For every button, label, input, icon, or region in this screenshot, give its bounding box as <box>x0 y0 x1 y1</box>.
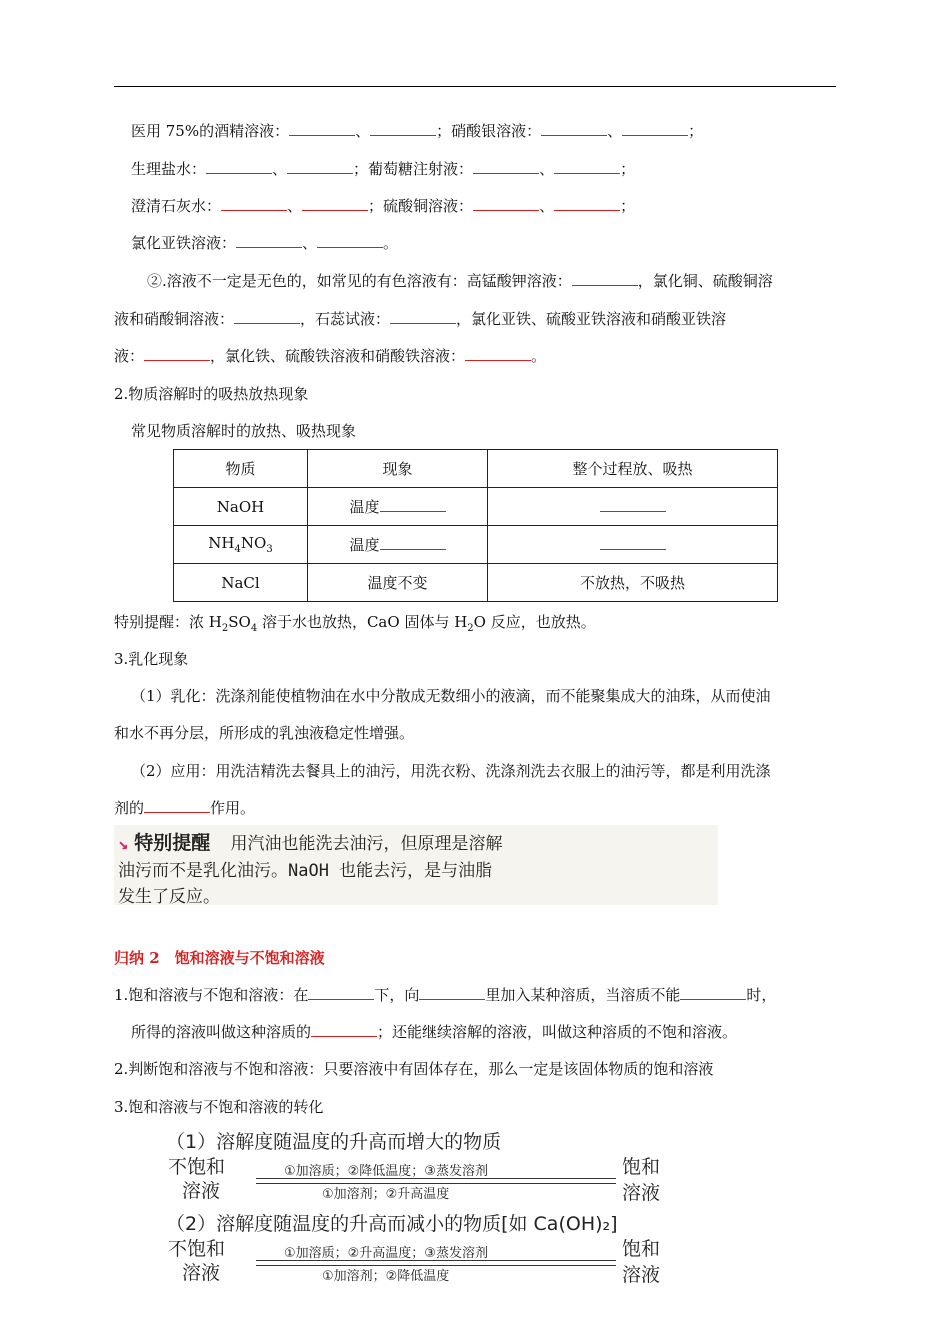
diagram-title-1: （1）溶解度随温度的升高而增大的物质 <box>166 1131 502 1153</box>
table-cell-heat <box>488 526 778 564</box>
saturated-label: 饱和 <box>622 1238 661 1260</box>
note-head: 特别提醒 <box>134 832 211 854</box>
fill-line-alcohol: 医用 75%的酒精溶液： 、 ；硝酸银溶液： 、 ； <box>131 122 704 140</box>
table-cell-phenomenon: 温度 <box>308 488 488 526</box>
section3-title: 3.乳化现象 <box>114 650 189 668</box>
saturated-label-2: 溶液 <box>622 1264 661 1286</box>
special-reminder-box <box>114 825 718 905</box>
emulsification-para-line1: （1）乳化：洗涤剂能使植物油在水中分散成无数细小的液滴，而不能聚集成大的油珠，从而使油 <box>131 687 771 705</box>
table-cell-substance: NaCl <box>174 564 308 602</box>
unsaturated-label: 不饱和 <box>168 1156 226 1178</box>
table-header-row <box>174 450 778 488</box>
note-line2: 油污而不是乳化油污。NaOH 也能去污，是与油脂 <box>118 861 493 881</box>
dissolution-heat-table <box>173 449 778 602</box>
colored-solutions-line1: ②.溶液不一定是无色的，如常见的有色溶液有：高锰酸钾溶液： ，氯化铜、硫酸铜溶 <box>147 272 773 290</box>
arrow-icon: ↘ <box>118 834 129 854</box>
colored-solutions-line3: 液： ，氯化铁、硫酸铁溶液和硝酸铁溶液： 。 <box>114 347 547 365</box>
table-header: 现象 <box>308 450 488 488</box>
application-para-line1: （2）应用：用洗洁精洗去餐具上的油污，用洗衣粉、洗涤剂洗去衣服上的油污等，都是利用洗涤 <box>131 762 771 780</box>
table-row <box>174 564 778 602</box>
note-line1: 用汽油也能洗去油污，但原理是溶解 <box>230 834 503 854</box>
table-row <box>174 488 778 526</box>
condition-forward-2: ①加溶质；②升高温度；③蒸发溶剂 <box>284 1246 488 1261</box>
table-cell-heat: 不放热，不吸热 <box>488 564 778 602</box>
saturated-label: 饱和 <box>622 1156 661 1178</box>
arrow-forward-2 <box>256 1260 616 1261</box>
unsaturated-label-2: 溶液 <box>182 1180 221 1202</box>
table-header: 整个过程放、吸热 <box>488 450 778 488</box>
conversion-title: 3.饱和溶液与不饱和溶液的转化 <box>114 1098 324 1116</box>
fill-line-limewater: 澄清石灰水： 、 ；硫酸铜溶液： 、 ； <box>131 197 636 215</box>
table-cell-phenomenon: 温度 <box>308 526 488 564</box>
emulsification-para-line2: 和水不再分层，所形成的乳浊液稳定性增强。 <box>114 724 415 742</box>
condition-backward-1: ①加溶剂；②升高温度 <box>322 1187 450 1202</box>
table-cell-substance: $NH_4NO_3$ <box>174 526 308 564</box>
special-reminder: 特别提醒：浓 $H_2SO_4$ 溶于水也放热，CaO 固体与 $H_2O$ 反应，也放热。 <box>114 613 596 634</box>
note-line3: 发生了反应。 <box>118 887 220 907</box>
section2-subtitle: 常见物质溶解时的放热、吸热现象 <box>131 422 357 440</box>
header-rule <box>114 86 836 87</box>
arrow-forward-1 <box>256 1178 616 1179</box>
unsaturated-label: 不饱和 <box>168 1238 226 1260</box>
application-para-line2: 剂的 作用。 <box>114 799 256 817</box>
section2-title: 2.物质溶解时的吸热放热现象 <box>114 385 309 403</box>
saturated-definition-line1: 1.饱和溶液与不饱和溶液：在 下，向 里加入某种溶质，当溶质不能 时， <box>114 986 777 1004</box>
table-cell-heat <box>488 488 778 526</box>
unsaturated-label-2: 溶液 <box>182 1262 221 1284</box>
table-header: 物质 <box>174 450 308 488</box>
table-cell-phenomenon: 温度不变 <box>308 564 488 602</box>
colored-solutions-line2: 液和硝酸铜溶液： ，石蕊试液： ，氯化亚铁、硫酸亚铁溶液和硝酸亚铁溶 <box>114 310 727 328</box>
summary2-title: 归纳 2 饱和溶液与不饱和溶液 <box>114 949 325 967</box>
conversion-diagram <box>160 1123 760 1293</box>
condition-backward-2: ①加溶剂；②降低温度 <box>322 1269 450 1284</box>
fill-line-saline: 生理盐水： 、 ；葡萄糖注射液： 、 ； <box>131 160 636 178</box>
saturated-label-2: 溶液 <box>622 1182 661 1204</box>
condition-forward-1: ①加溶质；②降低温度；③蒸发溶剂 <box>284 1164 488 1179</box>
table-cell-substance: NaOH <box>174 488 308 526</box>
diagram-title-2: （2）溶解度随温度的升高而减小的物质[如 Ca(OH)₂] <box>166 1213 618 1235</box>
table-row <box>174 526 778 564</box>
fill-line-ferrous-chloride: 氯化亚铁溶液： 、 。 <box>131 234 399 252</box>
saturated-definition-line2: 所得的溶液叫做这种溶质的 ；还能继续溶解的溶液，叫做这种溶质的不饱和溶液。 <box>131 1023 738 1041</box>
judging-saturated: 2.判断饱和溶液与不饱和溶液：只要溶液中有固体存在，那么一定是该固体物质的饱和溶液 <box>114 1060 714 1078</box>
